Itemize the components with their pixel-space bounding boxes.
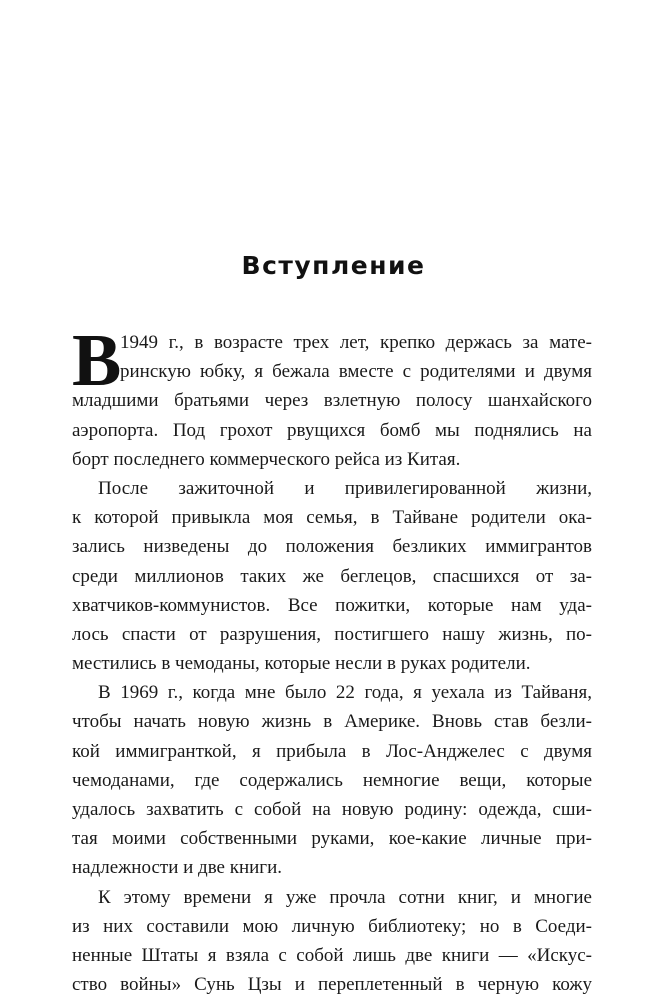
text-line: После зажиточной и привилегированной жизни, <box>98 477 592 499</box>
text-line: борт последнего коммерческого рейса из Китая. <box>72 448 461 470</box>
text-line: аэропорта. Под грохот рвущихся бомб мы поднялись на <box>72 419 592 441</box>
text-line: тая моими собственными руками, кое-какие личные при- <box>72 828 592 850</box>
text-line: чтобы начать новую жизнь в Америке. Вновь став безли- <box>72 711 592 733</box>
text-line: чемоданами, где содержались немногие вещи, которые <box>72 769 592 791</box>
text-line: к которой привыкла моя семья, в Тайване родители ока- <box>72 507 592 529</box>
text-line: кой иммигранткой, я прибыла в Лос-Анджелес с двумя <box>72 740 592 762</box>
text-line: удалось захватить с собой на новую родину: одежда, сши- <box>72 799 592 820</box>
text-line: младшими братьями через взлетную полосу шанхайского <box>72 390 592 412</box>
text-line: ненные Штаты я взяла с собой лишь две книги — «Искус- <box>72 944 592 966</box>
text-line: ство войны» Сунь Цзы и переплетенный в черную кожу <box>72 974 592 996</box>
text-line: К этому времени я уже прочла сотни книг, и многие <box>98 886 592 908</box>
text-line: В 1969 г., когда мне было 22 года, я уехала из Тайваня, <box>98 682 592 704</box>
paragraph-2 <box>72 474 592 678</box>
text-line: ринскую юбку, я бежала вместе с родителями и двумя <box>120 361 592 383</box>
paragraph-3 <box>72 678 592 882</box>
paragraph-4 <box>72 883 592 1000</box>
text-line: среди миллионов таких же беглецов, спасшихся от за- <box>72 565 592 587</box>
chapter-title: Вступление <box>241 250 426 280</box>
text-line: 1949 г., в возрасте трех лет, крепко держась за мате- <box>120 332 592 353</box>
text-line: зались низведены до положения безликих иммигрантов <box>72 536 592 558</box>
text-line: из них составили мою личную библиотеку; но в Соеди- <box>72 915 592 937</box>
text-line: лось спасти от разрушения, постигшего нашу жизнь, по- <box>72 623 592 645</box>
drop-cap: В <box>72 320 122 402</box>
body-text <box>72 320 592 999</box>
paragraph-1 <box>72 320 592 474</box>
text-line: хватчиков-коммунистов. Все пожитки, которые нам уда- <box>72 594 592 616</box>
text-line: местились в чемоданы, которые несли в руках родители. <box>72 653 531 675</box>
text-line: надлежности и две книги. <box>72 857 283 879</box>
